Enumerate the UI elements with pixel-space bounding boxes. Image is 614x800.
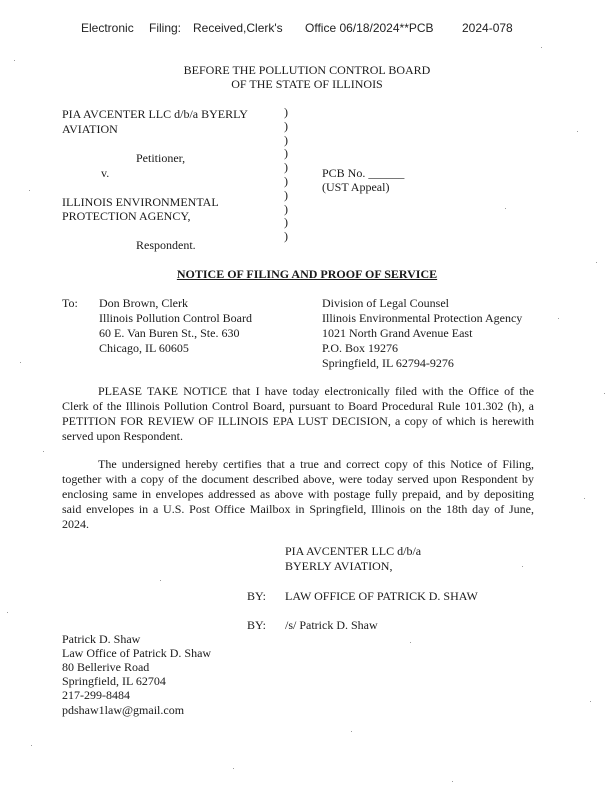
contact-name: Patrick D. Shaw [62, 632, 141, 646]
notice-paragraph-text: PLEASE TAKE NOTICE that I have today electronically filed with the Office of the Clerk of the Illinois Pollution Control Board, pursuant to Board Procedural Rule 101.302 (h), a PETITION FOR REVIEW OF ILLINOIS EPA LUST DECISION, a copy of which is herewith served upon Respondent. [62, 384, 534, 443]
caption-paren: ) [284, 173, 288, 188]
caption-parentheses [284, 106, 288, 244]
caption-paren: ) [284, 146, 288, 161]
clerk-city: Chicago, IL 60605 [99, 341, 189, 355]
signature-party-line1: PIA AVCENTER LLC d/b/a [285, 544, 422, 558]
caption-paren: ) [284, 215, 288, 230]
filing-stamp-filing: Filing: [149, 21, 182, 35]
board-title-line2: OF THE STATE OF ILLINOIS [231, 77, 383, 91]
caption-paren: ) [284, 229, 288, 244]
clerk-name: Don Brown, Clerk [99, 296, 188, 310]
filing-stamp-case-number: 2024-078 [462, 21, 513, 35]
filing-stamp-office-date: Office 06/18/2024**PCB [305, 21, 434, 35]
pcb-number: PCB No. ______ [322, 166, 405, 180]
certificate-paragraph-text: The undersigned hereby certifies that a true and correct copy of this Notice of Filing, together with a copy of the document described above, were today served upon Respondent by enclosing same in envelopes addressed as above with postage fully prepaid, and by depositing said envelopes in a U.S. Post Office Mailbox in Springfield, Illinois on the 18th day of June, 2024. [62, 457, 534, 531]
to-label: To: [62, 296, 78, 310]
board-title-line1: BEFORE THE POLLUTION CONTROL BOARD [183, 63, 431, 77]
by-label: BY: [247, 589, 266, 603]
caption-paren: ) [284, 132, 288, 147]
agency-street: 1021 North Grand Avenue East [322, 326, 473, 340]
caption-paren: ) [284, 187, 288, 202]
appeal-type: (UST Appeal) [322, 180, 390, 194]
caption-paren: ) [284, 160, 288, 175]
electronic-signature: /s/ Patrick D. Shaw [285, 618, 378, 632]
contact-street: 80 Bellerive Road [62, 660, 150, 674]
contact-city: Springfield, IL 62704 [62, 674, 166, 688]
agency-box: P.O. Box 19276 [322, 341, 399, 355]
agency-division: Division of Legal Counsel [322, 296, 449, 310]
petitioner-name-line2: AVIATION [62, 122, 118, 136]
petitioner-label: Petitioner, [136, 151, 186, 165]
caption-paren: ) [284, 201, 288, 216]
signature-party-line2: BYERLY AVIATION, [285, 559, 393, 573]
caption-paren: ) [284, 118, 288, 133]
filing-stamp-electronic: Electronic [81, 21, 134, 35]
clerk-street: 60 E. Van Buren St., Ste. 630 [99, 326, 240, 340]
respondent-name-line2: PROTECTION AGENCY, [62, 209, 191, 223]
contact-office: Law Office of Patrick D. Shaw [62, 646, 212, 660]
certificate-paragraph [62, 457, 534, 532]
versus-label: v. [101, 166, 110, 180]
contact-phone: 217-299-8484 [62, 688, 130, 702]
respondent-label: Respondent. [136, 238, 196, 252]
filing-stamp-received: Received,Clerk's [193, 21, 283, 35]
contact-email: pdshaw1law@gmail.com [62, 703, 185, 717]
clerk-org: Illinois Pollution Control Board [99, 311, 253, 325]
agency-city: Springfield, IL 62794-9276 [322, 356, 454, 370]
notice-paragraph [62, 384, 534, 444]
respondent-name-line1: ILLINOIS ENVIRONMENTAL [62, 195, 219, 209]
caption-paren: ) [284, 105, 288, 119]
petitioner-name-line1: PIA AVCENTER LLC d/b/a BYERLY [62, 107, 248, 121]
notice-heading: NOTICE OF FILING AND PROOF OF SERVICE [176, 267, 438, 281]
law-firm-name: LAW OFFICE OF PATRICK D. SHAW [285, 589, 478, 603]
by-label: BY: [247, 618, 266, 632]
agency-org: Illinois Environmental Protection Agency [322, 311, 523, 325]
